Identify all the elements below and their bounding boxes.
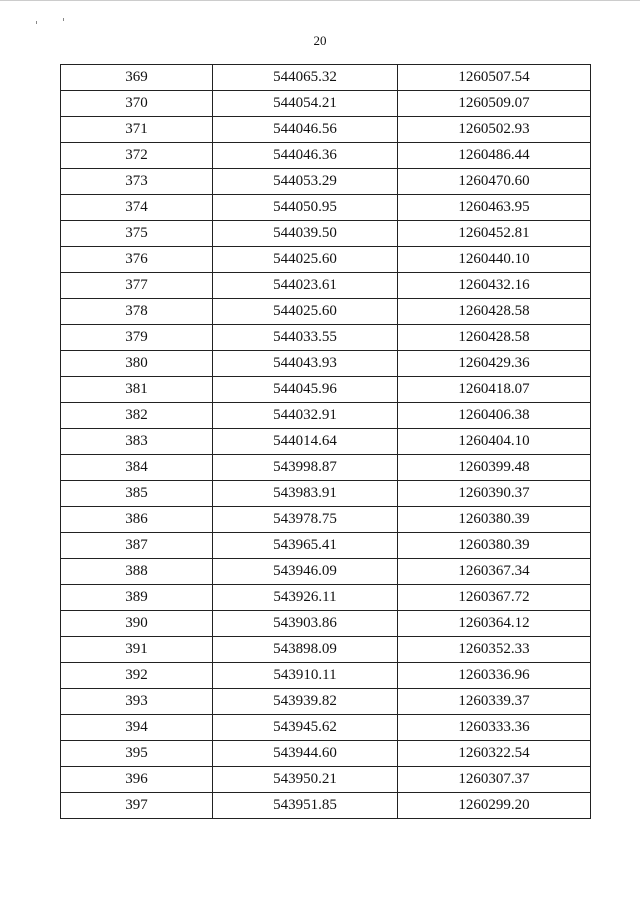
scan-speck: [36, 21, 37, 24]
point-number-cell: 371: [61, 117, 213, 143]
table-row: [61, 429, 591, 455]
y-coordinate-cell: 1260352.33: [398, 637, 591, 663]
point-number-cell: 389: [61, 585, 213, 611]
y-coordinate-cell: 1260339.37: [398, 689, 591, 715]
table-row: [61, 247, 591, 273]
x-coordinate-cell: 544033.55: [213, 325, 398, 351]
point-number-cell: 379: [61, 325, 213, 351]
point-number-cell: 377: [61, 273, 213, 299]
table-row: [61, 767, 591, 793]
point-number-cell: 394: [61, 715, 213, 741]
point-number-cell: 373: [61, 169, 213, 195]
x-coordinate-cell: 543945.62: [213, 715, 398, 741]
x-coordinate-cell: 544054.21: [213, 91, 398, 117]
table-row: [61, 637, 591, 663]
y-coordinate-cell: 1260380.39: [398, 533, 591, 559]
coordinates-table-body: [61, 65, 591, 819]
table-row: [61, 91, 591, 117]
y-coordinate-cell: 1260452.81: [398, 221, 591, 247]
point-number-cell: 378: [61, 299, 213, 325]
x-coordinate-cell: 544046.56: [213, 117, 398, 143]
table-row: [61, 481, 591, 507]
table-row: [61, 143, 591, 169]
point-number-cell: 387: [61, 533, 213, 559]
point-number-cell: 369: [61, 65, 213, 91]
x-coordinate-cell: 544043.93: [213, 351, 398, 377]
x-coordinate-cell: 544046.36: [213, 143, 398, 169]
table-row: [61, 741, 591, 767]
y-coordinate-cell: 1260432.16: [398, 273, 591, 299]
table-row: [61, 585, 591, 611]
point-number-cell: 376: [61, 247, 213, 273]
point-number-cell: 372: [61, 143, 213, 169]
y-coordinate-cell: 1260428.58: [398, 325, 591, 351]
y-coordinate-cell: 1260322.54: [398, 741, 591, 767]
x-coordinate-cell: 543951.85: [213, 793, 398, 819]
table-row: [61, 689, 591, 715]
x-coordinate-cell: 543910.11: [213, 663, 398, 689]
y-coordinate-cell: 1260364.12: [398, 611, 591, 637]
point-number-cell: 384: [61, 455, 213, 481]
x-coordinate-cell: 544025.60: [213, 247, 398, 273]
y-coordinate-cell: 1260404.10: [398, 429, 591, 455]
point-number-cell: 395: [61, 741, 213, 767]
table-row: [61, 715, 591, 741]
x-coordinate-cell: 544050.95: [213, 195, 398, 221]
table-row: [61, 403, 591, 429]
y-coordinate-cell: 1260418.07: [398, 377, 591, 403]
point-number-cell: 386: [61, 507, 213, 533]
table-row: [61, 377, 591, 403]
table-row: [61, 533, 591, 559]
table-row: [61, 793, 591, 819]
x-coordinate-cell: 544045.96: [213, 377, 398, 403]
x-coordinate-cell: 543946.09: [213, 559, 398, 585]
x-coordinate-cell: 544039.50: [213, 221, 398, 247]
x-coordinate-cell: 543998.87: [213, 455, 398, 481]
point-number-cell: 381: [61, 377, 213, 403]
table-row: [61, 273, 591, 299]
x-coordinate-cell: 543950.21: [213, 767, 398, 793]
x-coordinate-cell: 544065.32: [213, 65, 398, 91]
table-row: [61, 663, 591, 689]
y-coordinate-cell: 1260486.44: [398, 143, 591, 169]
y-coordinate-cell: 1260509.07: [398, 91, 591, 117]
y-coordinate-cell: 1260333.36: [398, 715, 591, 741]
point-number-cell: 380: [61, 351, 213, 377]
point-number-cell: 385: [61, 481, 213, 507]
x-coordinate-cell: 543898.09: [213, 637, 398, 663]
x-coordinate-cell: 543965.41: [213, 533, 398, 559]
point-number-cell: 393: [61, 689, 213, 715]
table-row: [61, 611, 591, 637]
y-coordinate-cell: 1260463.95: [398, 195, 591, 221]
y-coordinate-cell: 1260390.37: [398, 481, 591, 507]
point-number-cell: 374: [61, 195, 213, 221]
table-row: [61, 455, 591, 481]
x-coordinate-cell: 544014.64: [213, 429, 398, 455]
y-coordinate-cell: 1260428.58: [398, 299, 591, 325]
table-row: [61, 351, 591, 377]
y-coordinate-cell: 1260367.72: [398, 585, 591, 611]
y-coordinate-cell: 1260299.20: [398, 793, 591, 819]
table-row: [61, 507, 591, 533]
point-number-cell: 370: [61, 91, 213, 117]
table-row: [61, 65, 591, 91]
table-row: [61, 299, 591, 325]
table-row: [61, 221, 591, 247]
point-number-cell: 375: [61, 221, 213, 247]
y-coordinate-cell: 1260307.37: [398, 767, 591, 793]
table-row: [61, 559, 591, 585]
x-coordinate-cell: 544053.29: [213, 169, 398, 195]
page-number: 20: [313, 33, 327, 48]
y-coordinate-cell: 1260502.93: [398, 117, 591, 143]
point-number-cell: 391: [61, 637, 213, 663]
y-coordinate-cell: 1260367.34: [398, 559, 591, 585]
table-row: [61, 169, 591, 195]
coordinates-table: [60, 64, 591, 819]
scan-speck: [63, 18, 64, 21]
point-number-cell: 397: [61, 793, 213, 819]
point-number-cell: 383: [61, 429, 213, 455]
y-coordinate-cell: 1260406.38: [398, 403, 591, 429]
x-coordinate-cell: 543903.86: [213, 611, 398, 637]
y-coordinate-cell: 1260336.96: [398, 663, 591, 689]
table-row: [61, 117, 591, 143]
table-row: [61, 195, 591, 221]
point-number-cell: 382: [61, 403, 213, 429]
x-coordinate-cell: 543939.82: [213, 689, 398, 715]
x-coordinate-cell: 544025.60: [213, 299, 398, 325]
table-row: [61, 325, 591, 351]
point-number-cell: 392: [61, 663, 213, 689]
y-coordinate-cell: 1260429.36: [398, 351, 591, 377]
y-coordinate-cell: 1260507.54: [398, 65, 591, 91]
point-number-cell: 390: [61, 611, 213, 637]
y-coordinate-cell: 1260440.10: [398, 247, 591, 273]
x-coordinate-cell: 543944.60: [213, 741, 398, 767]
y-coordinate-cell: 1260380.39: [398, 507, 591, 533]
scan-edge-line: [0, 0, 640, 1]
x-coordinate-cell: 543926.11: [213, 585, 398, 611]
y-coordinate-cell: 1260399.48: [398, 455, 591, 481]
x-coordinate-cell: 544023.61: [213, 273, 398, 299]
x-coordinate-cell: 544032.91: [213, 403, 398, 429]
point-number-cell: 388: [61, 559, 213, 585]
point-number-cell: 396: [61, 767, 213, 793]
x-coordinate-cell: 543983.91: [213, 481, 398, 507]
x-coordinate-cell: 543978.75: [213, 507, 398, 533]
y-coordinate-cell: 1260470.60: [398, 169, 591, 195]
